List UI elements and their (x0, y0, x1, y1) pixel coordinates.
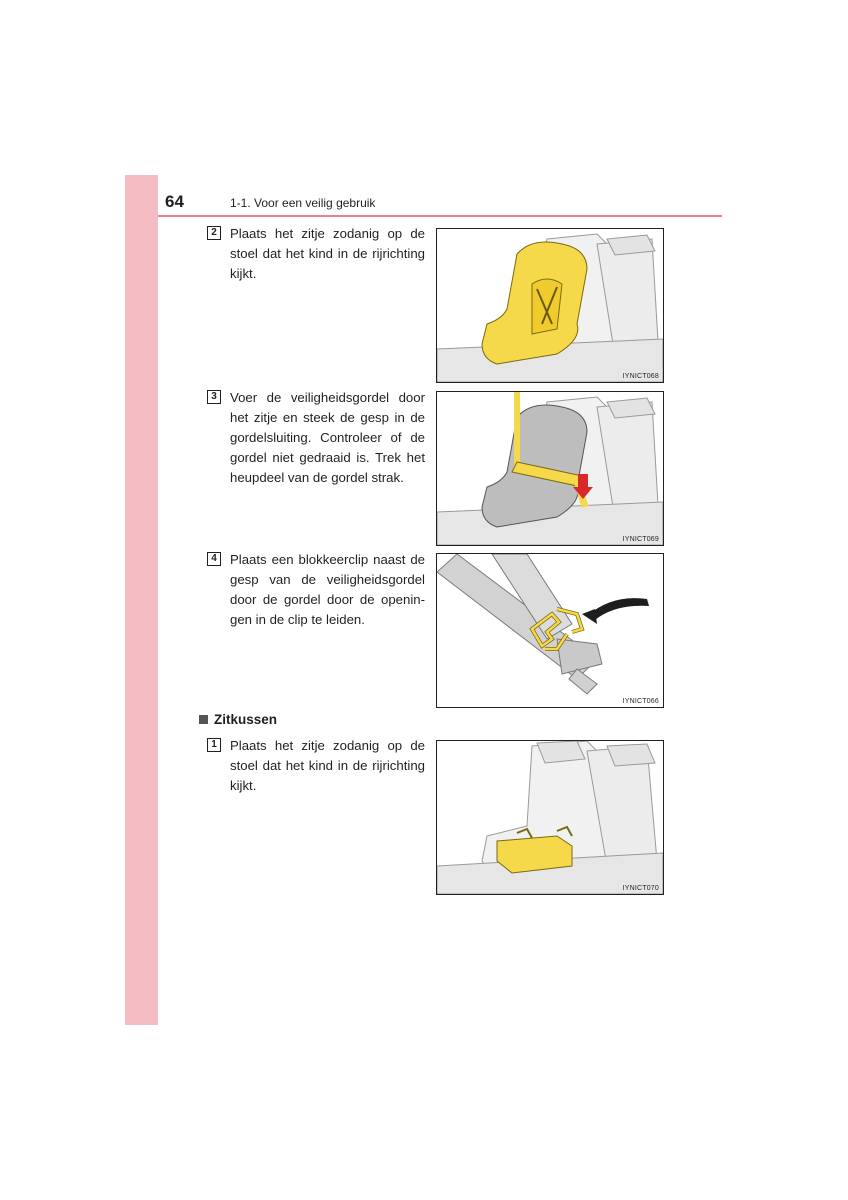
locking-clip-illustration (437, 554, 663, 707)
seat-belt-routing-illustration (437, 392, 663, 545)
step-1 (207, 736, 425, 796)
bullet-square-icon (199, 715, 208, 724)
figure-locking-clip (436, 553, 664, 708)
step-3 (207, 388, 425, 488)
step-text: Voer de veiligheidsgordel door het zitje en steek de gesp in de gordelsluiting. Controleer of de gordel niet gedraaid is. Trek het heupdeel van de gordel strak. (230, 390, 425, 485)
section-title: 1-1. Voor een veilig gebruik (230, 196, 376, 210)
step-text: Plaats het zitje zodanig op de stoel dat het kind in de rijrichting kijkt. (230, 738, 425, 793)
figure-code: IYNICT066 (622, 698, 659, 705)
step-4 (207, 550, 425, 630)
figure-forward-facing-seat (436, 228, 664, 383)
chapter-sidebar-tab (125, 175, 158, 1025)
figure-booster-cushion (436, 740, 664, 895)
subsection-title: Zitkussen (214, 712, 278, 727)
step-number: 4 (207, 552, 221, 566)
figure-code: IYNICT069 (622, 536, 659, 543)
step-number: 3 (207, 390, 221, 404)
forward-facing-child-seat-illustration (437, 229, 663, 382)
figure-belt-through-seat (436, 391, 664, 546)
figure-code: IYNICT068 (622, 373, 659, 380)
step-number: 2 (207, 226, 221, 240)
step-text: Plaats het zitje zodanig op de stoel dat het kind in de rijrichting kijkt. (230, 226, 425, 281)
step-2 (207, 224, 425, 284)
header-divider (158, 215, 722, 217)
page-number: 64 (165, 192, 184, 211)
booster-cushion-illustration (437, 741, 663, 894)
step-text: Plaats een blokkeerclip naast de gesp van de veiligheidsgordel door de gordel door de openin-gen in de clip te leiden. (230, 552, 425, 627)
step-number: 1 (207, 738, 221, 752)
subsection-heading (199, 712, 277, 727)
figure-code: IYNICT070 (622, 885, 659, 892)
